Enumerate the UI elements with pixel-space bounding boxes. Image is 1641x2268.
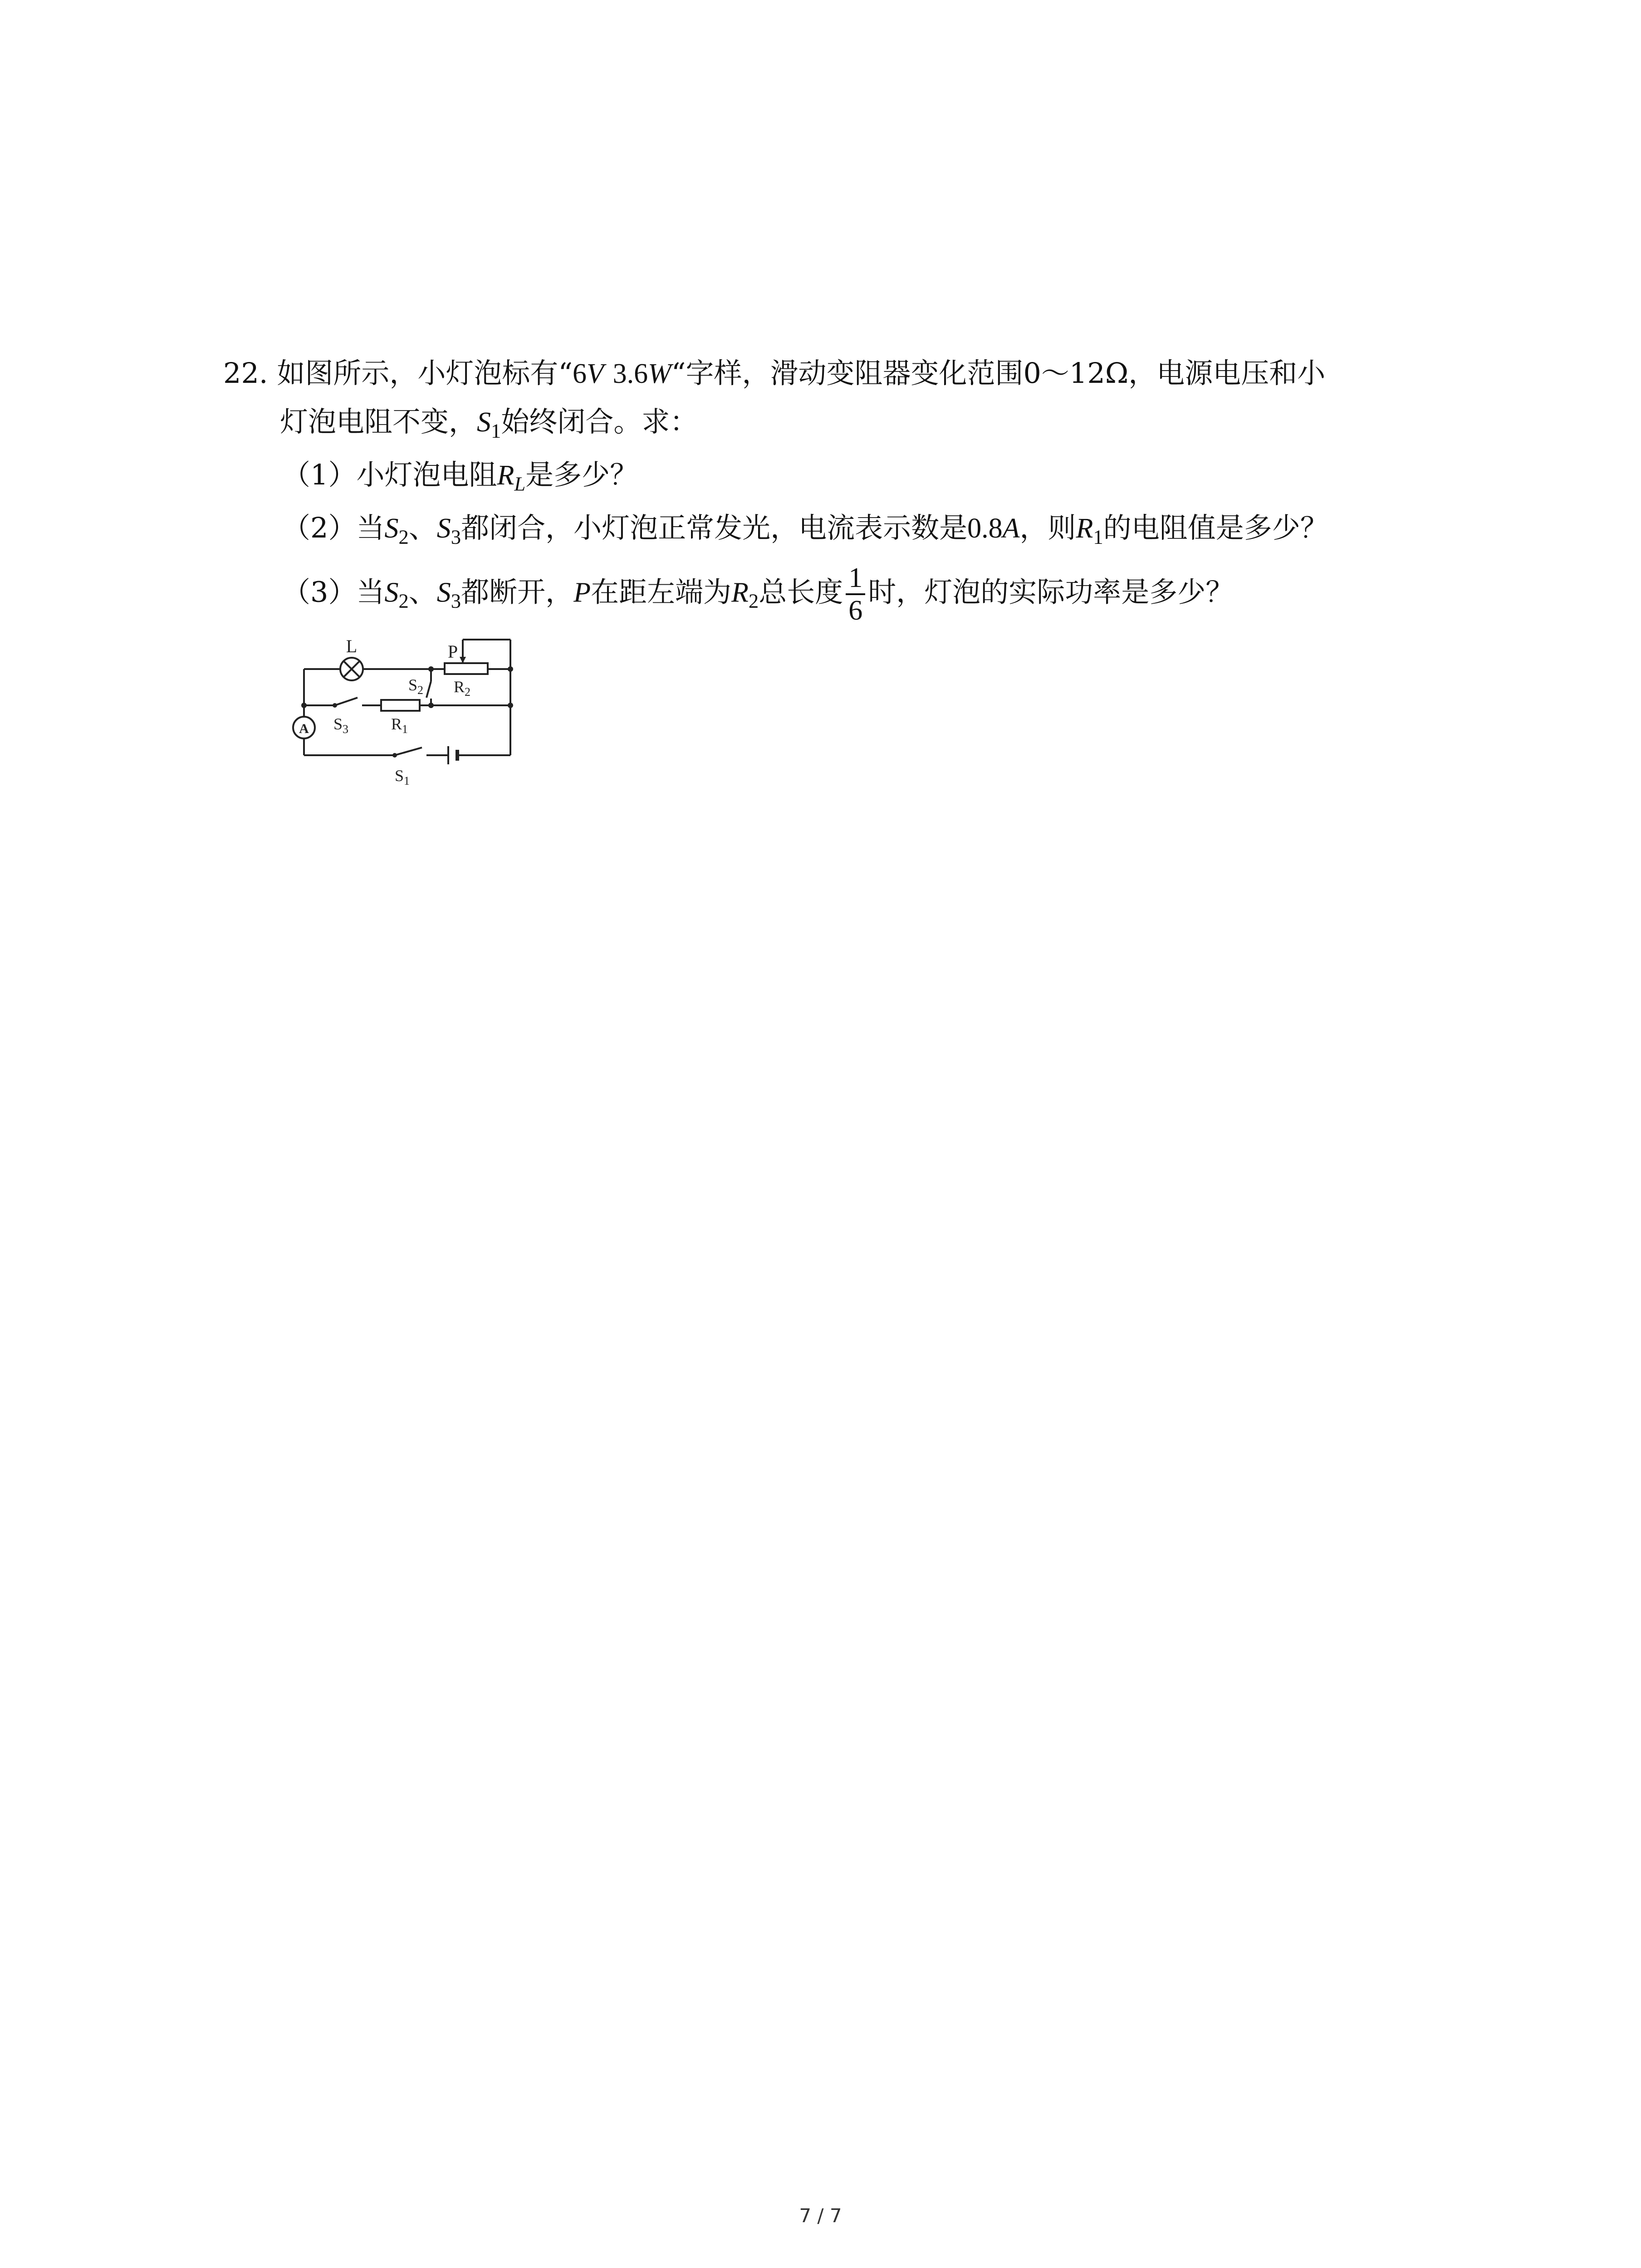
math-var: P xyxy=(573,577,591,608)
label-s2: $S_2$ xyxy=(408,676,424,697)
q2-text: （2）当 xyxy=(282,511,385,544)
stem-text: 如图所示，小灯泡标有“ xyxy=(277,357,573,390)
fraction-denominator: 6 xyxy=(848,595,863,626)
q2-text: 都闭合，小灯泡正常发光，电流表示数是 xyxy=(461,511,968,544)
rating-voltage-value: 6 xyxy=(573,358,587,389)
question-2 xyxy=(223,504,1439,552)
q3-text: （3）当 xyxy=(282,575,385,609)
math-sub: 1 xyxy=(491,419,501,442)
question-3 xyxy=(223,562,1439,626)
label-slider: P xyxy=(447,641,458,662)
q3-text: 都断开， xyxy=(461,575,574,609)
circuit-svg xyxy=(272,631,526,794)
problem-stem-line-2 xyxy=(223,398,1439,446)
label-lamp: L xyxy=(346,636,358,656)
switch-s3-icon xyxy=(335,698,358,705)
math-sub: 2 xyxy=(398,589,409,612)
math-sub: 3 xyxy=(451,525,461,548)
math-var: R xyxy=(731,577,749,608)
label-s1: $S_1$ xyxy=(395,767,410,787)
resistor-r1-icon xyxy=(381,700,420,711)
fraction-numerator: 1 xyxy=(846,562,865,595)
problem-stem-line-1 xyxy=(223,349,1439,398)
rating-power-unit: W xyxy=(648,358,671,389)
stem-text: 灯泡电阻不变， xyxy=(280,405,477,438)
circuit-diagram xyxy=(272,631,526,794)
q3-text: 总长度 xyxy=(759,575,843,609)
current-unit: A xyxy=(1002,513,1020,544)
rating-voltage-unit: V xyxy=(587,358,604,389)
stem-text: 始终闭合。求： xyxy=(501,405,698,438)
q3-text: 、 xyxy=(408,575,437,609)
problem-22 xyxy=(223,349,1439,626)
math-sub: 3 xyxy=(451,589,461,612)
label-r2: $R_2$ xyxy=(454,678,471,699)
math-var: S xyxy=(384,513,399,544)
q2-text: 的电阻值是多少？ xyxy=(1103,511,1328,544)
math-sub: 2 xyxy=(398,525,409,548)
q2-text: 、 xyxy=(408,511,437,544)
switch-s2-icon xyxy=(426,681,431,698)
page-number: 7 / 7 xyxy=(799,2204,842,2227)
label-ammeter: A xyxy=(299,721,309,736)
math-var: R xyxy=(497,460,514,491)
problem-number: 22. xyxy=(223,357,268,390)
q3-text: 在距左端为 xyxy=(590,575,731,609)
math-var: R xyxy=(1076,513,1093,544)
math-var: S xyxy=(384,577,399,608)
q1-text: （1）小灯泡电阻 xyxy=(282,458,497,491)
math-var: S xyxy=(477,407,491,438)
math-sub: 2 xyxy=(748,589,759,612)
label-s3: $S_3$ xyxy=(333,715,349,736)
math-sub: L xyxy=(514,472,526,495)
math-var: S xyxy=(436,577,451,608)
q3-text: 时，灯泡的实际功率是多少？ xyxy=(868,575,1234,609)
label-r1: $R_1$ xyxy=(391,715,408,736)
stem-text: “字样，滑动变阻器变化范围0～12Ω，电源电压和小 xyxy=(671,357,1326,390)
current-value: 0.8 xyxy=(967,513,1003,544)
rheostat-r2-icon xyxy=(445,663,488,674)
q1-text: 是多少？ xyxy=(525,458,638,491)
switch-s1-icon xyxy=(395,748,422,755)
q2-text: ，则 xyxy=(1019,511,1076,544)
fraction xyxy=(846,562,865,626)
math-sub: 1 xyxy=(1093,525,1103,548)
rating-power-value: 3.6 xyxy=(612,358,648,389)
math-var: S xyxy=(436,513,451,544)
question-1 xyxy=(223,451,1439,499)
